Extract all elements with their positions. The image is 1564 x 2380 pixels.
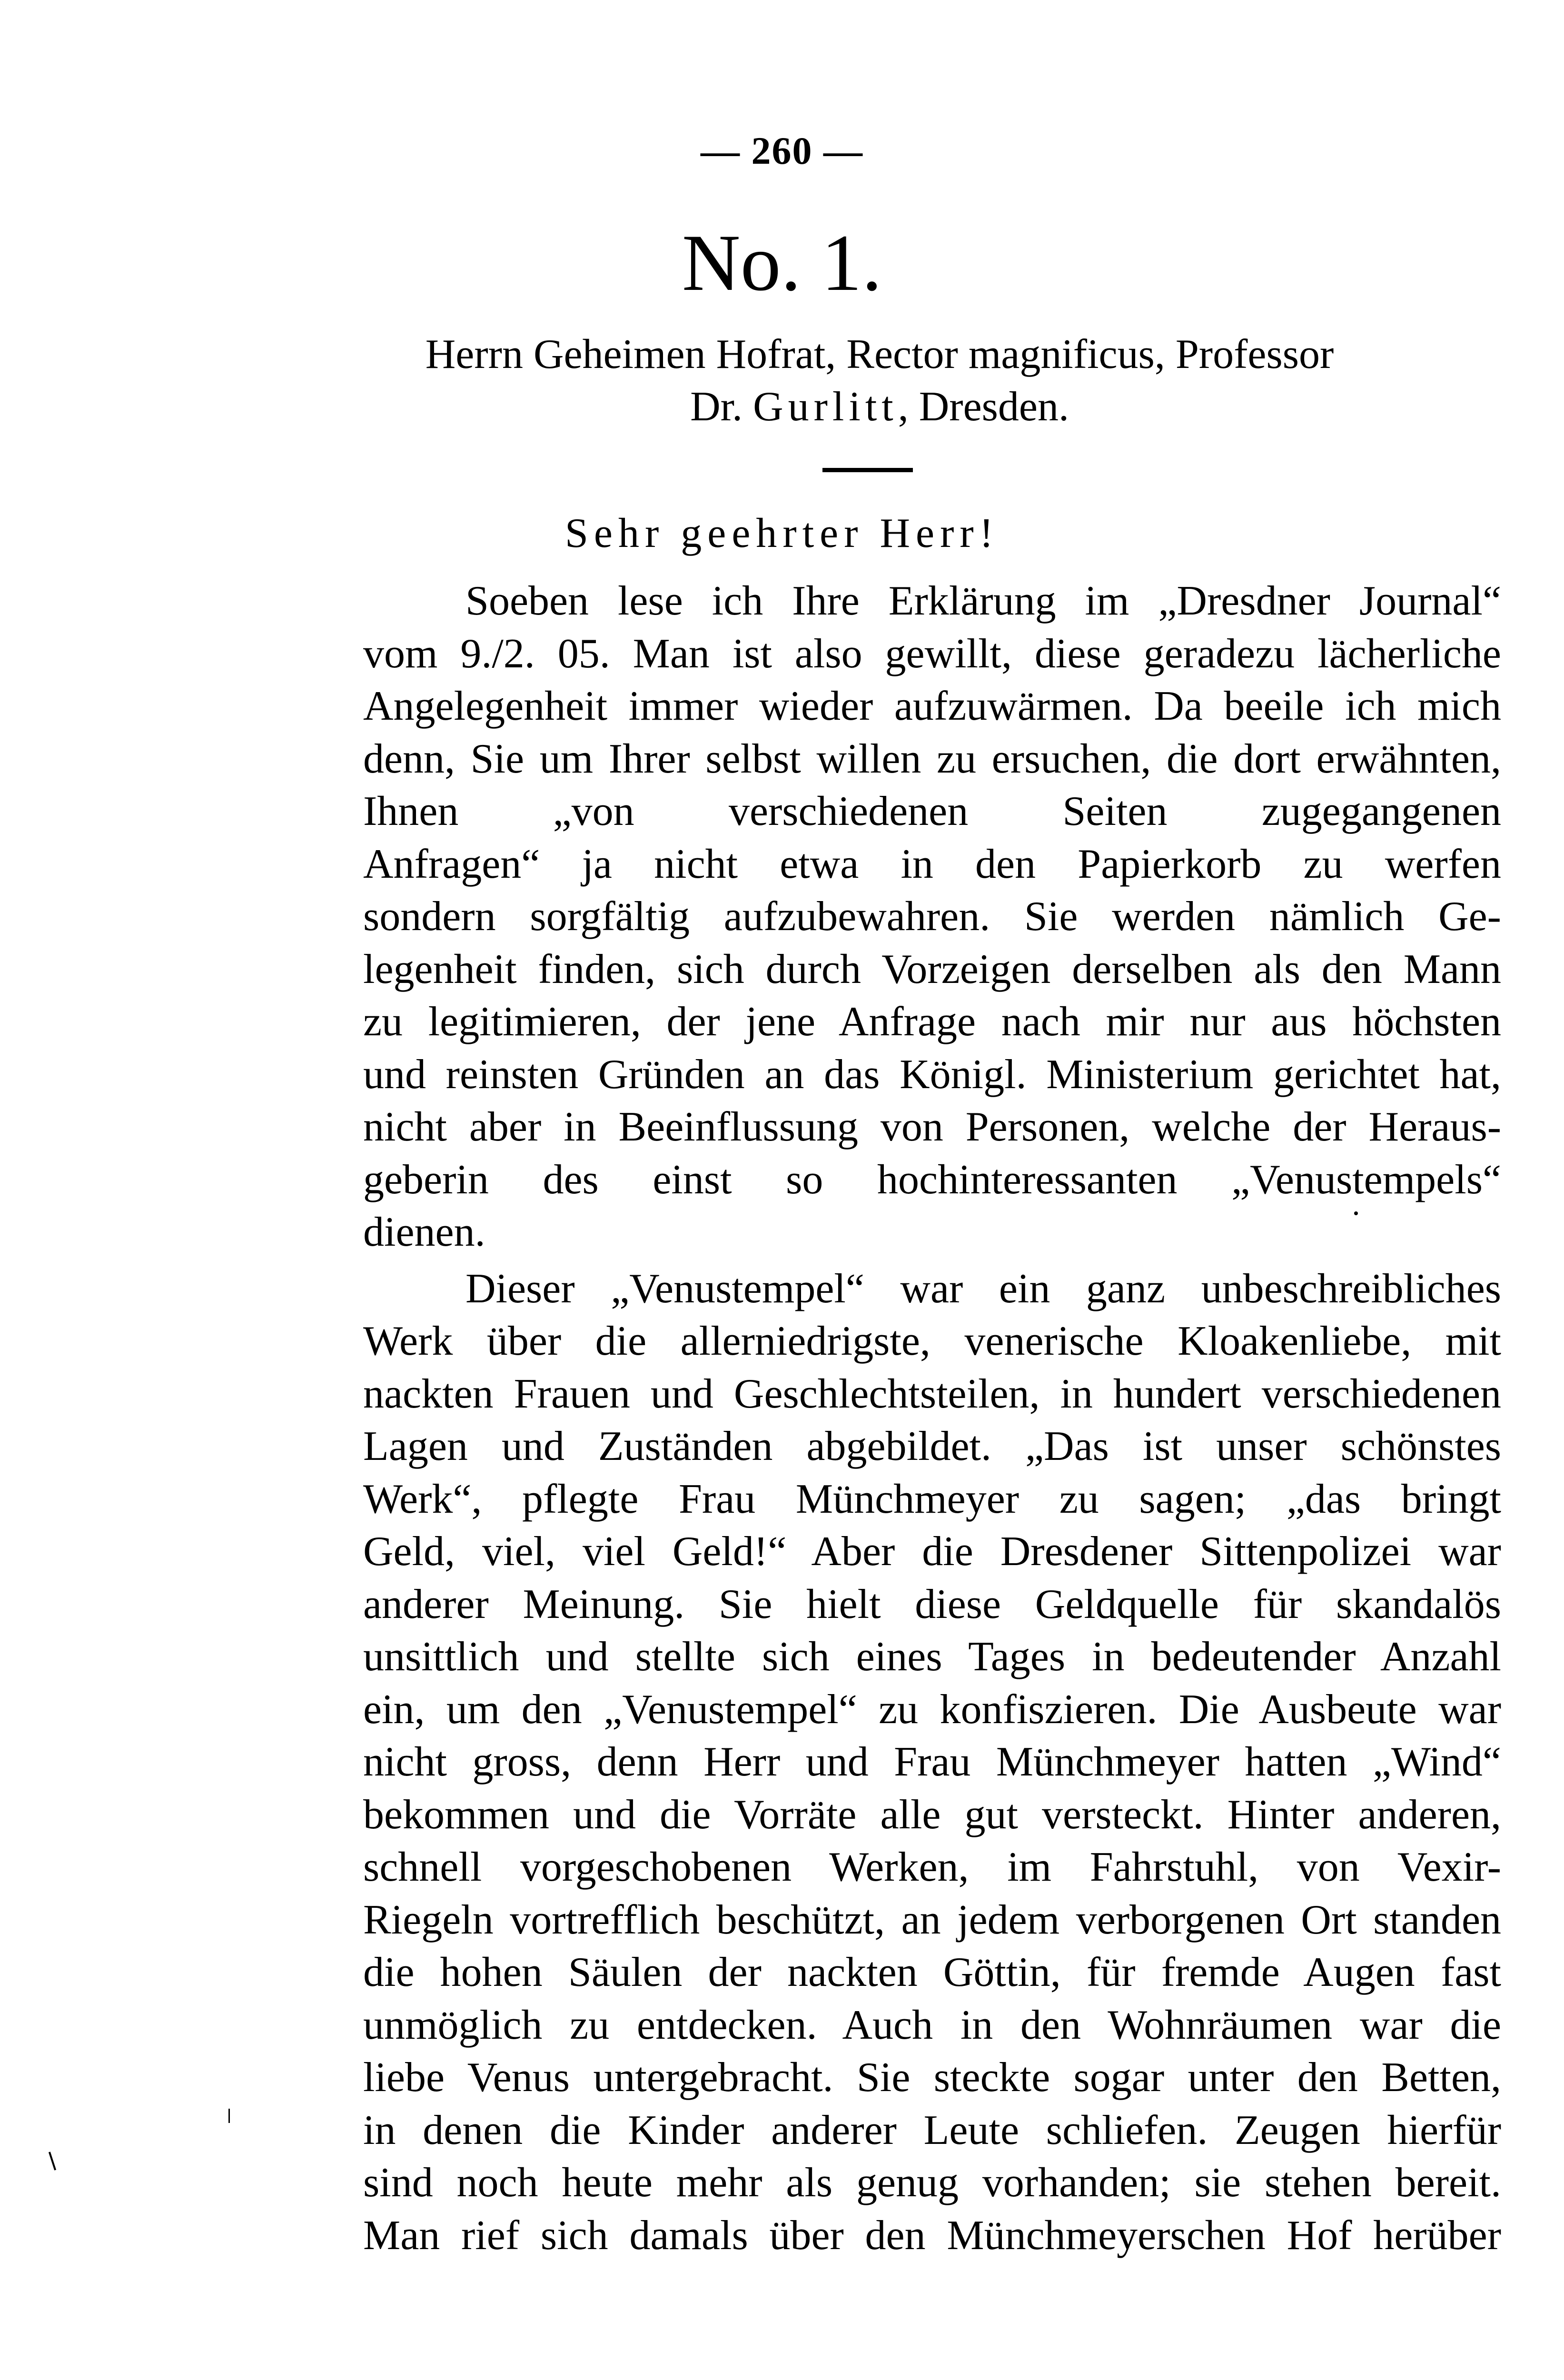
text-line: nicht gross, denn Herr und Frau Münchmeyer hatten „Wind“ [363,1739,1501,1785]
text-line: sind noch heute mehr als genug vorhanden; sie stehen bereit. [363,2160,1501,2206]
text-line: Angelegenheit immer wieder aufzuwärmen. Da beeile ich mich [363,683,1501,729]
text-line: legenheit finden, sich durch Vorzeigen derselben als den Mann [363,946,1501,992]
addressee-line-2 [261,381,1498,433]
addressee [261,328,1498,433]
text-line: ein, um den „Venustempel“ zu konfiszieren. Die Ausbeute war [363,1686,1501,1733]
scan-speck [1354,1211,1358,1215]
text-line: Soeben lese ich Ihre Erklärung im „Dresdner Journal“ [465,578,1501,624]
text-line: schnell vorgeschobenen Werken, im Fahrstuhl, von Vexir- [363,1844,1501,1890]
addressee-city: , Dresden. [898,384,1069,430]
text-line: Ihnen „von verschiedenen Seiten zugegangenen [363,788,1501,834]
text-line: nicht aber in Beeinflussung von Personen, welche der Heraus- [363,1104,1501,1150]
salutation: Sehr geehrter Herr! [564,510,1000,556]
text-line: geberin des einst so hochinteressanten „Venustempels“ [363,1156,1501,1203]
text-line: unmöglich zu entdecken. Auch in den Wohnräumen war die [363,2002,1501,2048]
text-line: zu legitimieren, der jene Anfrage nach mir nur aus höchsten [363,999,1501,1045]
text-line: unsittlich und stellte sich eines Tages in bedeutender Anzahl [363,1634,1501,1680]
text-line: sondern sorgfältig aufzubewahren. Sie werden nämlich Ge- [363,893,1501,940]
text-line: Anfragen“ ja nicht etwa in den Papierkorb zu werfen [363,841,1501,887]
text-line: Dieser „Venustempel“ war ein ganz unbeschreibliches [465,1265,1501,1312]
addressee-title: Dr. [690,384,753,430]
text-line: bekommen und die Vorräte alle gut versteckt. Hinter anderen, [363,1791,1501,1838]
text-line: Werk über die allerniedrigste, venerische Kloakenliebe, mit [363,1318,1501,1364]
paragraph [261,575,1501,1259]
paragraph [261,1263,1501,2262]
scan-speck [228,2109,230,2123]
addressee-name: Gurlitt [753,384,898,430]
scan-speck [49,2152,56,2170]
text-line: Man rief sich damals über den Münchmeyerschen Hof herüber [363,2212,1501,2259]
text-line: nackten Frauen und Geschlechtsteilen, in hundert verschiedenen [363,1370,1501,1417]
text-line: denn, Sie um Ihrer selbst willen zu ersuchen, die dort erwähnten, [363,735,1501,782]
text-line: in denen die Kinder anderer Leute schliefen. Zeugen hierfür [363,2107,1501,2153]
text-line: und reinsten Gründen an das Königl. Ministerium gerichtet hat, [363,1051,1501,1098]
text-line: Werk“, pflegte Frau Münchmeyer zu sagen; „das bringt [363,1476,1501,1522]
letter-body [261,575,1501,2262]
text-line: Geld, viel, viel Geld!“ Aber die Dresdener Sittenpolizei war [363,1528,1501,1575]
text-line: vom 9./2. 05. Man ist also gewillt, diese geradezu lächerliche [363,630,1501,677]
text-line: liebe Venus untergebracht. Sie steckte sogar unter den Betten, [363,2054,1501,2101]
text-line: Riegeln vortrefflich beschützt, an jedem verborgenen Ort standen [363,1896,1501,1943]
page-number: — 260 — [701,129,863,172]
text-line: dienen. [363,1209,485,1255]
letter-number: No. 1. [682,218,882,307]
addressee-line-1: Herrn Geheimen Hofrat, Rector magnificus, Professor [425,331,1334,377]
text-line: Lagen und Zuständen abgebildet. „Das ist unser schönstes [363,1423,1501,1469]
text-line: anderer Meinung. Sie hielt diese Geldquelle für skandalös [363,1581,1501,1627]
separator-rule [822,468,913,472]
text-line: die hohen Säulen der nackten Göttin, für fremde Augen fast [363,1949,1501,1995]
